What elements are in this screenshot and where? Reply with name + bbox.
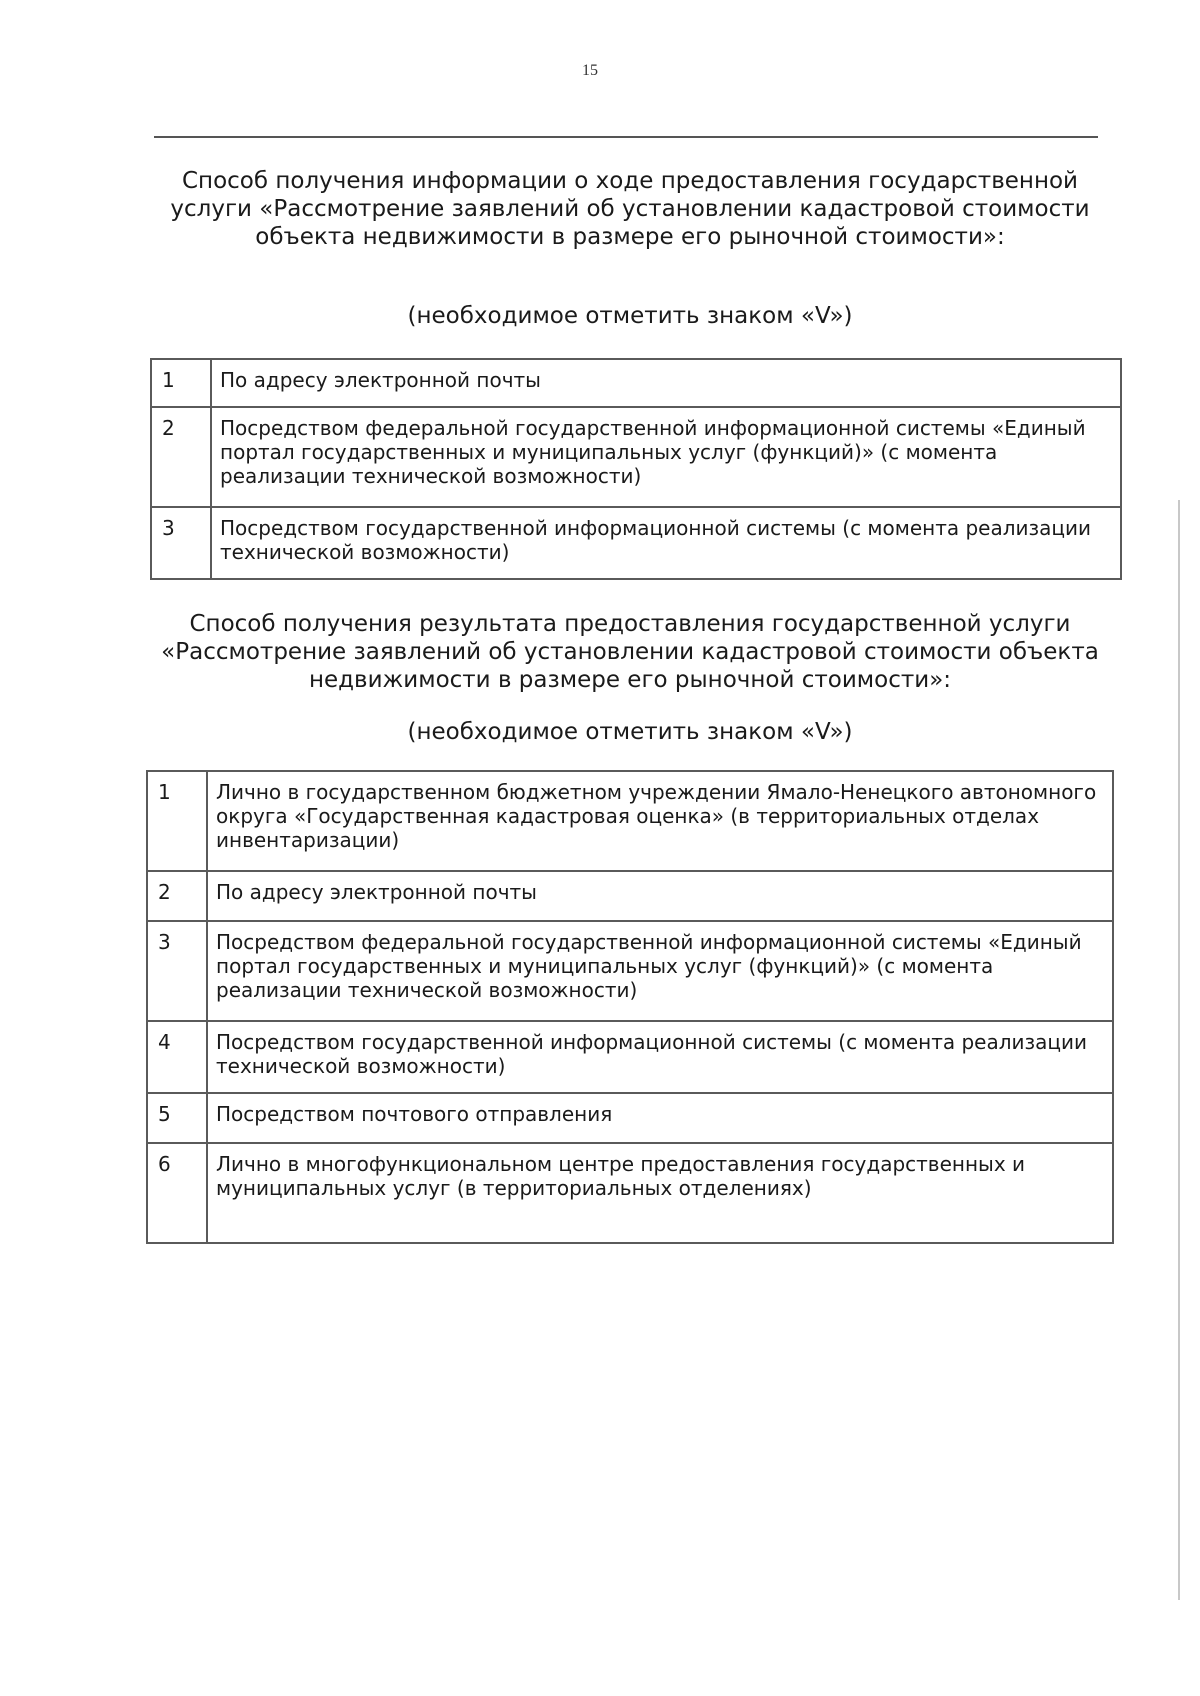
row-text: Посредством федеральной государственной информационной системы «Единый портал государственных и муниципальных услуг (функций)» (с момента реализации технической возможности) <box>211 407 1121 507</box>
row-text: Посредством государственной информационной системы (с момента реализации технической возможности) <box>211 507 1121 579</box>
row-number: 3 <box>147 921 207 1021</box>
table-row[interactable] <box>147 921 1113 1021</box>
row-number: 2 <box>147 871 207 921</box>
table-row[interactable] <box>151 407 1121 507</box>
row-text: Лично в государственном бюджетном учреждении Ямало-Ненецкого автономного округа «Государственная кадастровая оценка» (в территориальных отделах инвентаризации) <box>207 771 1113 871</box>
section-1-heading: Способ получения информации о ходе предоставления государственной услуги «Рассмотрение заявлений об установлении кадастровой стоимости объекта недвижимости в размере его рыночной стоимости»: <box>170 168 1090 250</box>
table-row[interactable] <box>147 1143 1113 1243</box>
row-text: Посредством федеральной государственной информационной системы «Единый портал государственных и муниципальных услуг (функций)» (с момента реализации технической возможности) <box>207 921 1113 1021</box>
table-row[interactable] <box>147 771 1113 871</box>
row-number: 5 <box>147 1093 207 1143</box>
header-divider <box>154 136 1098 138</box>
row-number: 1 <box>151 359 211 407</box>
table-row[interactable] <box>147 1021 1113 1093</box>
table-row[interactable] <box>147 1093 1113 1143</box>
row-text: По адресу электронной почты <box>207 871 1113 921</box>
row-number: 3 <box>151 507 211 579</box>
scan-edge-mark <box>1178 500 1180 1600</box>
table-row[interactable] <box>151 359 1121 407</box>
row-number: 2 <box>151 407 211 507</box>
row-text: Посредством почтового отправления <box>207 1093 1113 1143</box>
row-text: Лично в многофункциональном центре предоставления государственных и муниципальных услуг (в территориальных отделениях) <box>207 1143 1113 1243</box>
row-number: 4 <box>147 1021 207 1093</box>
table-row[interactable] <box>151 507 1121 579</box>
info-method-table <box>150 358 1122 580</box>
row-text: По адресу электронной почты <box>211 359 1121 407</box>
result-method-table <box>146 770 1114 1244</box>
row-text: Посредством государственной информационной системы (с момента реализации технической возможности) <box>207 1021 1113 1093</box>
table-row[interactable] <box>147 871 1113 921</box>
section-2-note: (необходимое отметить знаком «V») <box>407 719 853 745</box>
section-1-note: (необходимое отметить знаком «V») <box>407 303 853 329</box>
section-2-heading: Способ получения результата предоставления государственной услуги «Рассмотрение заявлений об установлении кадастровой стоимости объекта недвижимости в размере его рыночной стоимости»: <box>161 611 1099 693</box>
row-number: 6 <box>147 1143 207 1243</box>
page-number: 15 <box>582 62 598 79</box>
row-number: 1 <box>147 771 207 871</box>
